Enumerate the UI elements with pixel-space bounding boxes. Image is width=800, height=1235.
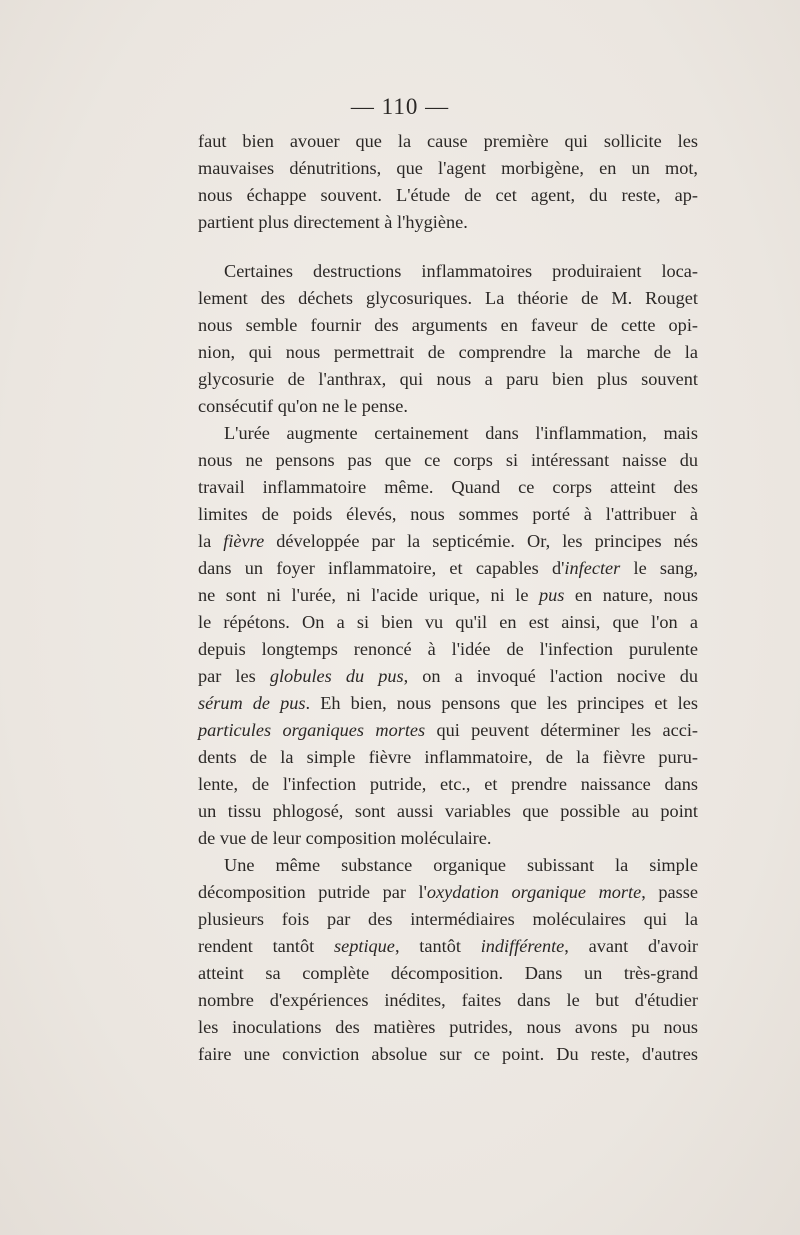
text-line: limites de poids élevés, nous sommes porté à l'attribuer à xyxy=(198,504,698,524)
text-line: la fièvre développée par la septicémie. Or, les principes nés xyxy=(198,531,699,551)
text-line: Une même substance organique subissant la simple xyxy=(224,855,698,875)
text-line: faut bien avouer que la cause première qui sollicite les xyxy=(198,131,698,151)
paragraph xyxy=(198,852,698,1068)
text-line: particules organiques mortes qui peuvent déterminer les acci- xyxy=(198,720,699,740)
text-line: de vue de leur composition moléculaire. xyxy=(198,828,492,848)
text-line: nous semble fournir des arguments en faveur de cette opi- xyxy=(198,315,698,335)
text-line: sérum de pus. Eh bien, nous pensons que les principes et les xyxy=(198,693,698,713)
text-line: un tissu phlogosé, sont aussi variables que possible au point xyxy=(198,801,698,821)
text-line: lente, de l'infection putride, etc., et prendre naissance dans xyxy=(198,774,698,794)
text-line: nion, qui nous permettrait de comprendre la marche de la xyxy=(198,342,698,362)
text-line: L'urée augmente certainement dans l'inflammation, mais xyxy=(224,423,698,443)
text-line: glycosurie de l'anthrax, qui nous a paru bien plus souvent xyxy=(198,369,698,389)
text-line: faire une conviction absolue sur ce point. Du reste, d'autres xyxy=(198,1044,698,1064)
text-line: atteint sa complète décomposition. Dans un très-grand xyxy=(198,963,698,983)
text-line: nombre d'expériences inédites, faites dans le but d'étudier xyxy=(198,990,698,1010)
text-line: partient plus directement à l'hygiène. xyxy=(198,212,468,232)
text-line: depuis longtemps renoncé à l'idée de l'infection purulente xyxy=(198,639,698,659)
paragraph xyxy=(198,258,698,420)
text-line: lement des déchets glycosuriques. La théorie de M. Rouget xyxy=(198,288,698,308)
page-number: — 110 — xyxy=(350,94,450,119)
text-line: Certaines destructions inflammatoires produiraient loca- xyxy=(224,261,698,281)
text-line: rendent tantôt septique, tantôt indifférente, avant d'avoir xyxy=(198,936,698,956)
text-line: dans un foyer inflammatoire, et capables d'infecter le sang, xyxy=(198,558,698,578)
text-line: ne sont ni l'urée, ni l'acide urique, ni le pus en nature, nous xyxy=(198,585,699,605)
text-line: les inoculations des matières putrides, nous avons pu nous xyxy=(198,1017,698,1037)
body-text xyxy=(198,128,698,1068)
text-line: nous ne pensons pas que ce corps si intéressant naisse du xyxy=(198,450,698,470)
paragraph xyxy=(198,420,698,852)
text-line: décomposition putride par l'oxydation organique morte, passe xyxy=(198,882,698,902)
text-line: mauvaises dénutritions, que l'agent morbigène, en un mot, xyxy=(198,158,698,178)
text-line: le répétons. On a si bien vu qu'il en est ainsi, que l'on a xyxy=(198,612,698,632)
text-line: travail inflammatoire même. Quand ce corps atteint des xyxy=(198,477,698,497)
text-line: dents de la simple fièvre inflammatoire, de la fièvre puru- xyxy=(198,747,698,767)
text-line: par les globules du pus, on a invoqué l'action nocive du xyxy=(198,666,698,686)
paragraph xyxy=(198,128,698,236)
text-line: nous échappe souvent. L'étude de cet agent, du reste, ap- xyxy=(198,185,698,205)
text-line: consécutif qu'on ne le pense. xyxy=(198,396,408,416)
text-line: plusieurs fois par des intermédiaires moléculaires qui la xyxy=(198,909,698,929)
